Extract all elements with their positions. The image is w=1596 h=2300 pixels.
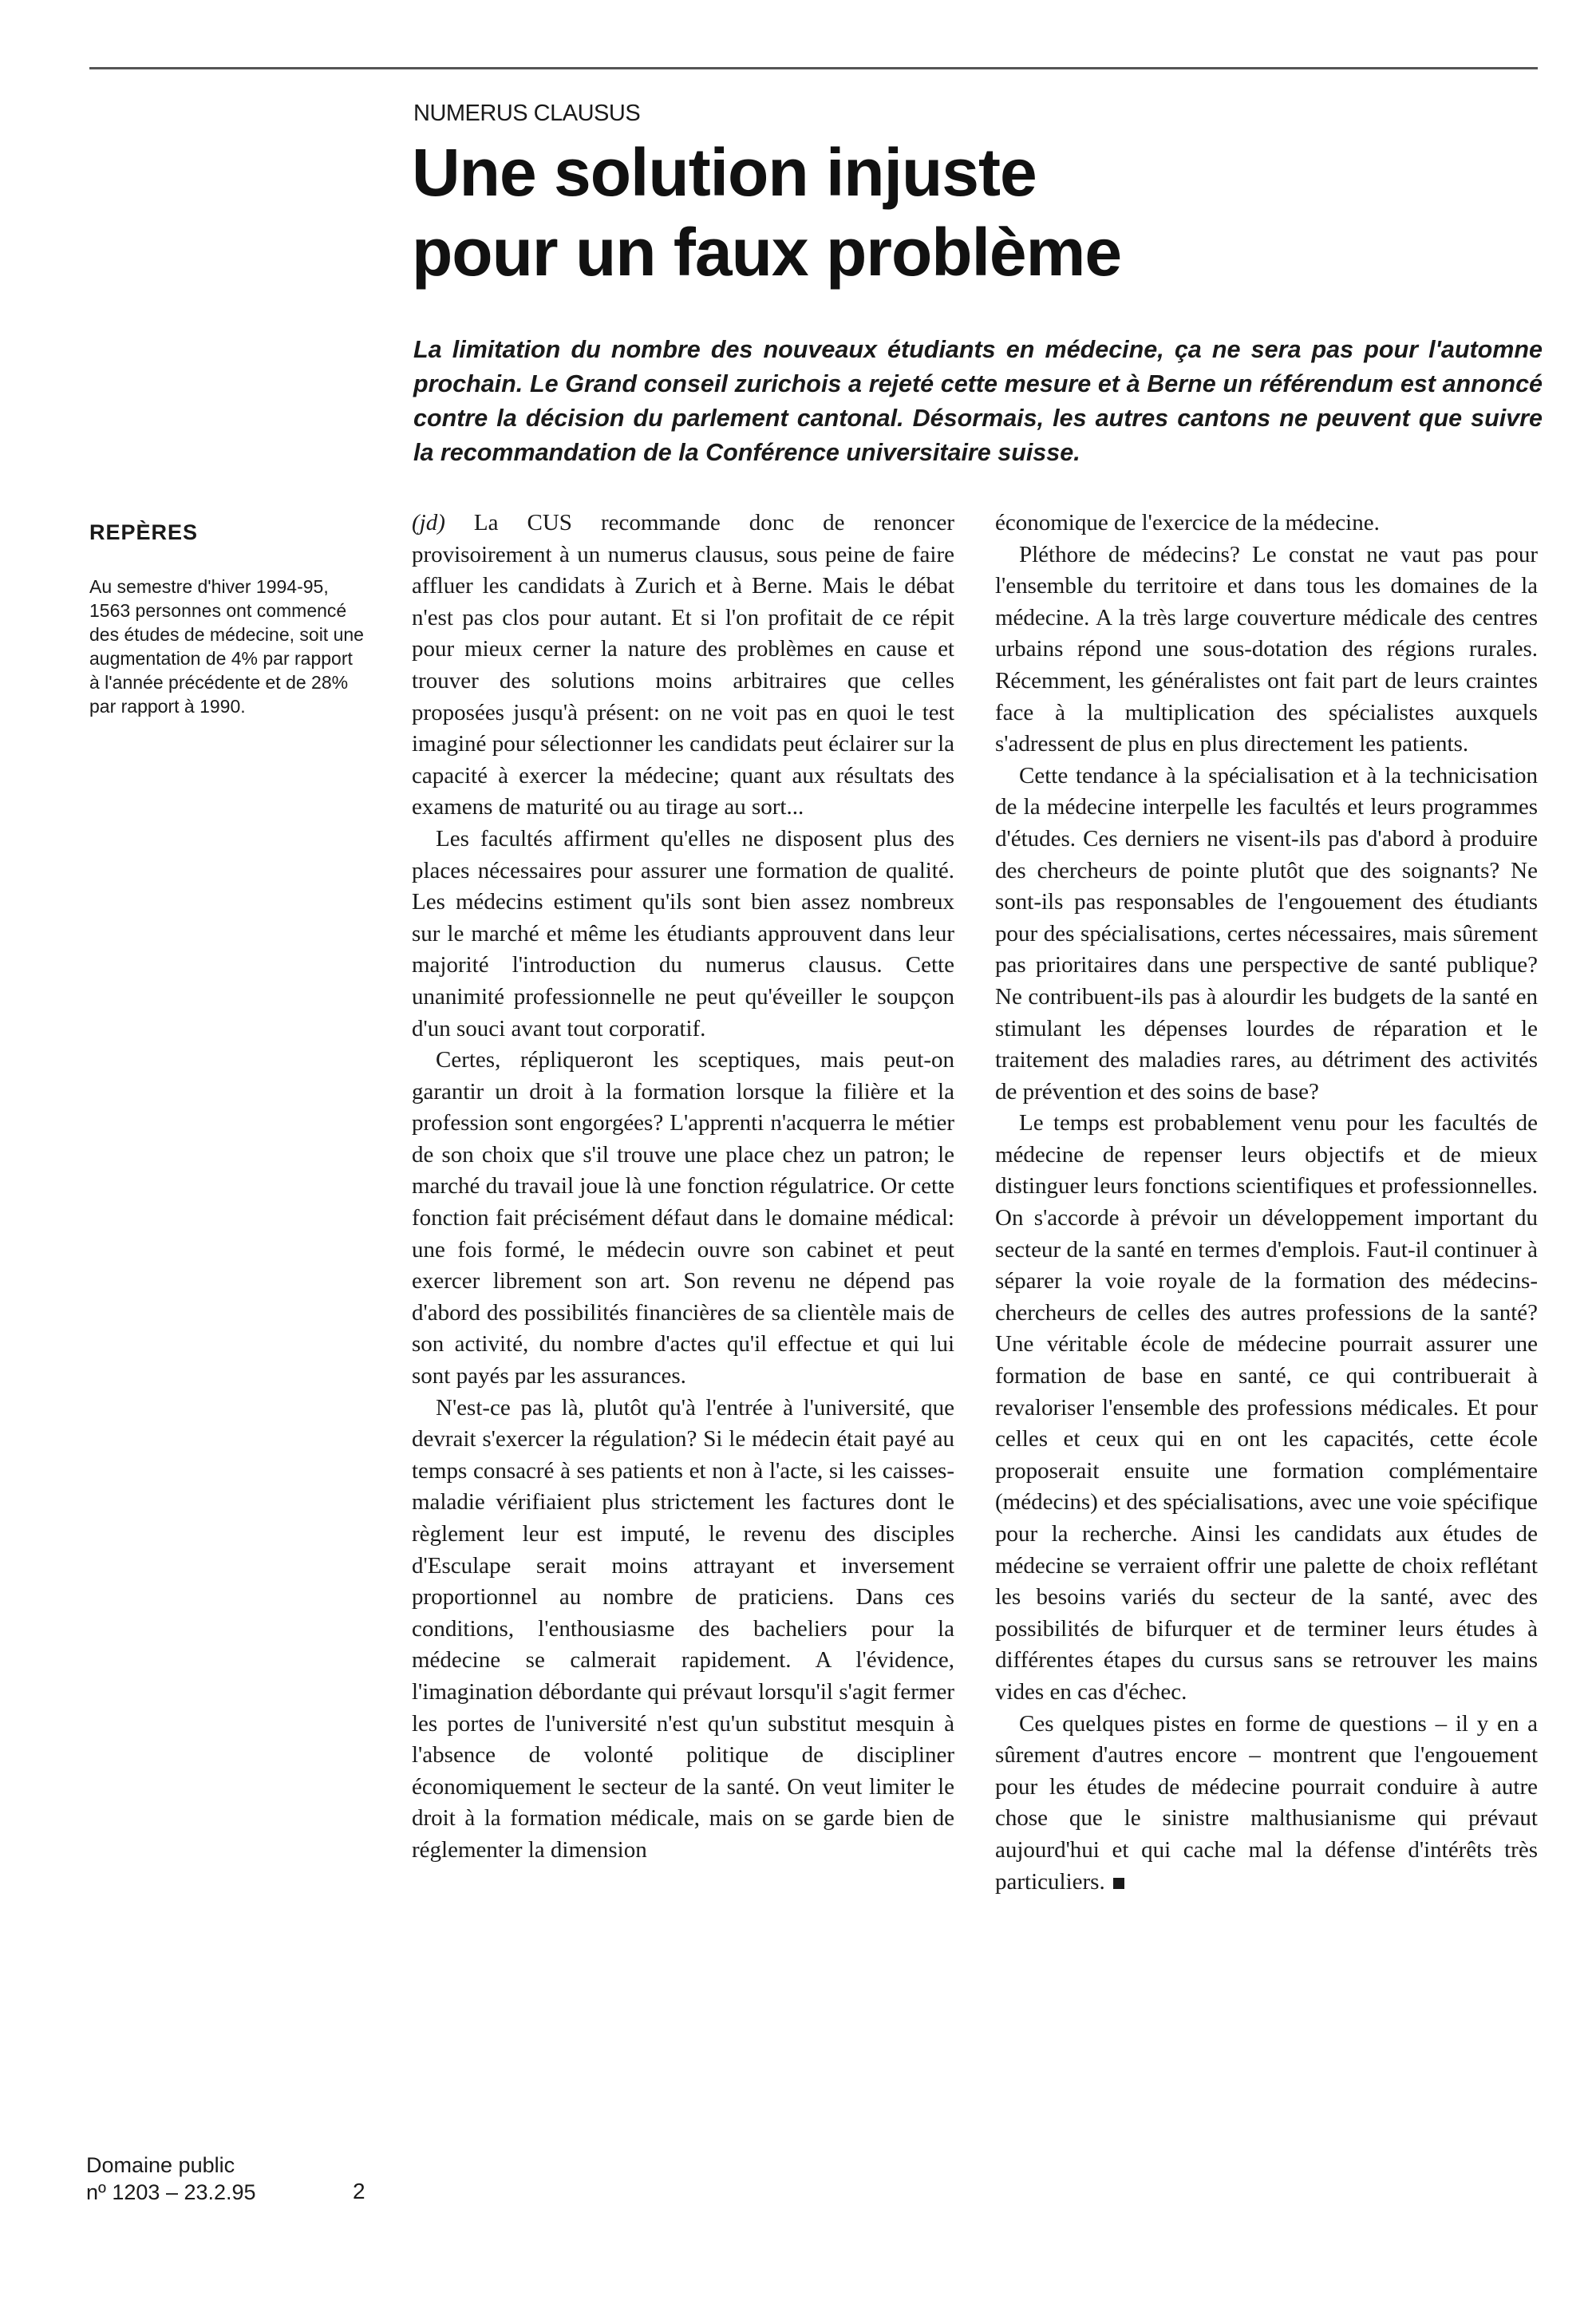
article-column-1 [412, 508, 954, 1867]
byline: (jd) [412, 510, 445, 535]
article-paragraph-text: La CUS recommande donc de renoncer provisoirement à un numerus clausus, sous peine de faire affluer les candidats à Zurich et à Berne. Mais le débat n'est pas clos pour autant. Et si l'on profitait de ce répit pour mieux cerner la nature des problèmes en cause et trouver des solutions moins arbitraires que celles proposées jusqu'à présent: on ne voit pas en quoi le test imaginé pour sélectionner les candidats peut éclairer sur la capacité à exercer la médecine; quant aux résultats des examens de maturité ou au tirage au sort... [412, 510, 954, 820]
lead-paragraph: La limitation du nombre des nouveaux étudiants en médecine, ça ne sera pas pour l'automne prochain. Le Grand conseil zurichois a rejeté cette mesure et à Berne un référendum est annoncé contre la décision du parlement cantonal. Désormais, les autres cantons ne peuvent que suivre la recommandation de la Conférence universitaire suisse. [413, 336, 1543, 466]
article-column-2 [995, 508, 1538, 1898]
kicker: NUMERUS CLAUSUS [413, 101, 641, 126]
article-paragraph [995, 1709, 1538, 1899]
article-paragraph: Cette tendance à la spécialisation et à la technicisation de la médecine interpelle les facultés et leurs programmes d'études. Ces derniers ne visent-ils pas d'abord à produire des chercheurs de pointe plutôt que des soignants? Ne sont-ils pas responsables de l'engouement des étudiants pour des spécialisations, certes nécessaires, mais sûrement pas prioritaires dans une perspective de santé publique? Ne contribuent-ils pas à alourdir les budgets de la santé en stimulant les dépenses lourdes de réparation et le traitement des maladies rares, au détriment des activités de prévention et des soins de base? [995, 762, 1538, 1105]
headline-line-2: pour un faux problème [412, 215, 1122, 290]
article-paragraph-text: Ces quelques pistes en forme de questions – il y en a sûrement d'autres encore – montrent que l'engouement pour les études de médecine pourrait conduire à autre chose que le sinistre malthusianisme qui prévaut aujourd'hui et qui cache mal la défense d'intérêts très particuliers. [995, 1710, 1538, 1895]
top-rule [89, 67, 1538, 69]
article-paragraph: Le temps est probablement venu pour les facultés de médecine de repenser leurs objectifs et de mieux distinguer leurs fonctions scientifiques et professionnelles. On s'accorde à prévoir un développement important du secteur de la santé en termes d'emplois. Faut-il continuer à séparer la voie royale de la formation des médecins-chercheurs de celles des autres professions de la santé? Une véritable école de médecine pourrait assurer une formation de base en santé, ce qui contribuerait à revaloriser l'ensemble des professions médicales. Et pour celles et ceux qui en ont les capacités, cette école proposerait ensuite une formation complémentaire (médecins) et des spécialisations, avec une voie spécifique pour la recherche. Ainsi les candidats aux études de médecine se verraient offrir une palette de choix reflétant les besoins variés du secteur de la santé, avec des possibilités de bifurquer et de terminer leurs études à différentes étapes du cursus sans se retrouver les mains vides en cas d'échec. [995, 1110, 1538, 1705]
headline [412, 132, 1529, 292]
article-paragraph: N'est-ce pas là, plutôt qu'à l'entrée à l'université, que devrait s'exercer la régulation? Si le médecin était payé au temps consacré à ses patients et non à l'acte, si les caisses-maladie vérifiaient plus strictement les factures dont le règlement leur est imputé, le revenu des disciples d'Esculape serait moins attrayant et inversement proportionnel au nombre de praticiens. Dans ces conditions, l'enthousiasme des bacheliers pour la médecine se calmerait rapidement. A l'évidence, l'imagination débordante qui prévaut lorsqu'il s'agit fermer les portes de l'université n'est qu'un substitut mesquin à l'absence de volonté politique de discipliner économiquement le secteur de la santé. On veut limiter le droit à la formation médicale, mais on se garde bien de réglementer la dimension [412, 1394, 954, 1863]
page-number: 2 [353, 2179, 365, 2203]
article-paragraph: Pléthore de médecins? Le constat ne vaut pas pour l'ensemble du territoire et dans tous les domaines de la médecine. A la très large couverture médicale des centres urbains répond une sous-dotation des régions rurales. Récemment, les généralistes ont fait part de leurs craintes face à la multiplication des spécialistes auxquels s'adressent de plus en plus directement les patients. [995, 541, 1538, 757]
publication-name: Domaine public [86, 2153, 235, 2177]
article-paragraph: Les facultés affirment qu'elles ne disposent plus des places nécessaires pour assurer une formation de qualité. Les médecins estiment qu'ils sont bien assez nombreux sur le marché et même les étudiants approuvent dans leur majorité l'introduction du numerus clausus. Cette unanimité professionnelle ne peut qu'éveiller le soupçon d'un souci avant tout corporatif. [412, 825, 954, 1041]
footer-publication [86, 2152, 256, 2206]
end-of-article-mark [1113, 1878, 1124, 1889]
sidebar-text: Au semestre d'hiver 1994-95, 1563 personnes ont commencé des études de médecine, soit une augmentation de 4% par rapport à l'année précédente et de 28% par rapport à 1990. [89, 576, 364, 717]
issue-info: nº 1203 – 23.2.95 [86, 2180, 256, 2204]
article-paragraph [412, 508, 954, 824]
headline-line-1: Une solution injuste [412, 135, 1037, 210]
article-paragraph: Certes, répliqueront les sceptiques, mais peut-on garantir un droit à la formation lorsque la filière et la profession sont engorgées? L'apprenti n'acquerra le métier de son choix que s'il trouve une place chez un patron; le marché du travail joue là une fonction régulatrice. Or cette fonction fait précisément défaut dans le domaine médical: une fois formé, le médecin ouvre son cabinet et peut exercer librement son art. Son revenu ne dépend pas d'abord des possibilités financières de sa clientèle mais de son activité, du nombre d'actes qu'il effectue et qui lui sont payés par les assurances. [412, 1047, 954, 1389]
article-paragraph: économique de l'exercice de la médecine. [995, 510, 1380, 535]
sidebar-title: REPÈRES [89, 520, 199, 544]
